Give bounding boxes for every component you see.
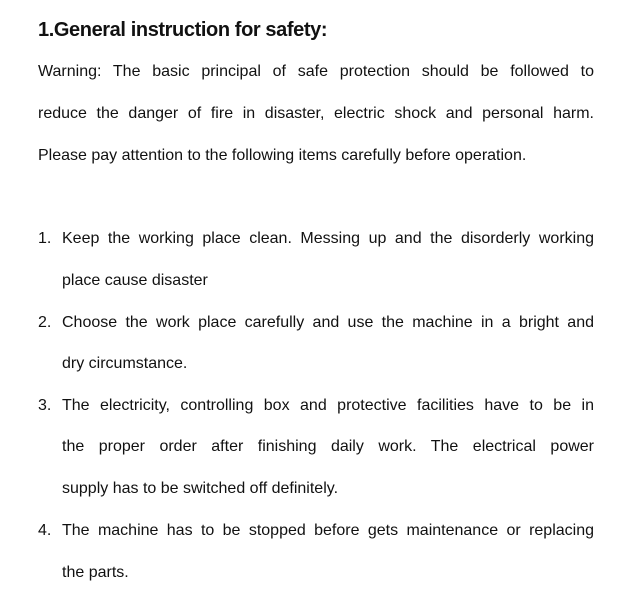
item-4-line-2: the parts. — [62, 564, 129, 581]
section-heading: 1.General instruction for safety: — [38, 19, 328, 41]
item-2-line-2: dry circumstance. — [62, 355, 188, 372]
item-4-line-1: The machine has to be stopped before gets maintenance or replacing — [62, 522, 594, 539]
item-4-number: 4. — [38, 522, 52, 539]
item-3-line-2: the proper order after finishing daily work. The electrical power — [62, 438, 594, 455]
item-2-number: 2. — [38, 314, 52, 331]
item-3-line-3: supply has to be switched off definitely. — [62, 480, 339, 497]
warning-line-3: Please pay attention to the following items carefully before operation. — [38, 147, 527, 164]
warning-line-1: Warning: The basic principal of safe protection should be followed to — [38, 63, 594, 80]
warning-line-2: reduce the danger of fire in disaster, electric shock and personal harm. — [38, 105, 594, 122]
item-3-number: 3. — [38, 397, 52, 414]
item-3-line-1: The electricity, controlling box and protective facilities have to be in — [62, 397, 594, 414]
item-2-line-1: Choose the work place carefully and use the machine in a bright and — [62, 314, 594, 331]
item-1-number: 1. — [38, 230, 52, 247]
item-1-line-2: place cause disaster — [62, 272, 208, 289]
item-1-line-1: Keep the working place clean. Messing up and the disorderly working — [62, 230, 594, 247]
